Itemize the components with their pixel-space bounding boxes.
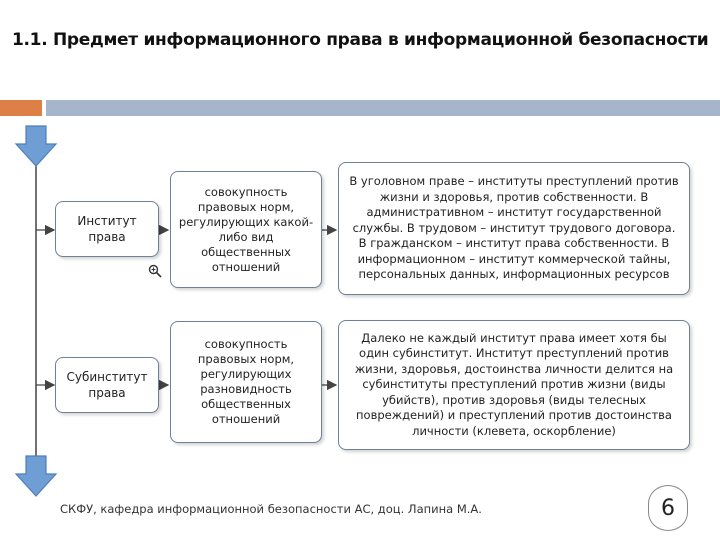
examples-box-subinstitute	[338, 320, 690, 450]
definition-text: совокупность правовых норм, регулирующих разновидность общественных отношений	[197, 337, 295, 426]
page-number: 6	[648, 485, 688, 531]
definition-box-subinstitute	[170, 321, 322, 443]
examples-text: В уголовном праве – институты преступлений против жизни и здоровья, против собственности. В административном – институт государственной службы. В трудовом – институт трудового договора. В гражданском – институт права собственности. В информационном – институт коммерческой тайны, персональных данных, информационных ресурсов	[349, 174, 679, 282]
concept-box-subinstitute	[55, 357, 159, 413]
definition-box-institute	[170, 171, 322, 288]
examples-text: Далеко не каждый институт права имеет хотя бы один субинститут. Институт преступлений против жизни, здоровья, достоинства личности делится на субинституты преступлений против жизни (виды убийств), против здоровья (виды телесных повреждений) и преступлений против достоинства личности (клевета, оскорбление)	[354, 330, 674, 438]
zoom-icon[interactable]	[148, 264, 162, 278]
definition-text: совокупность правовых норм, регулирующих какой-либо вид общественных отношений	[178, 184, 314, 274]
concept-label: Институт права	[77, 214, 137, 244]
concept-label: Субинститут права	[66, 370, 148, 400]
top-down-arrow	[16, 126, 56, 166]
bottom-down-arrow	[16, 456, 56, 496]
examples-box-institute	[338, 162, 690, 295]
slide-title: 1.1. Предмет информационного права в информационной безопасности	[12, 30, 709, 50]
footer-text: СКФУ, кафедра информационной безопасности АС, доц. Лапина М.А.	[60, 502, 482, 516]
concept-box-institute	[55, 201, 159, 257]
